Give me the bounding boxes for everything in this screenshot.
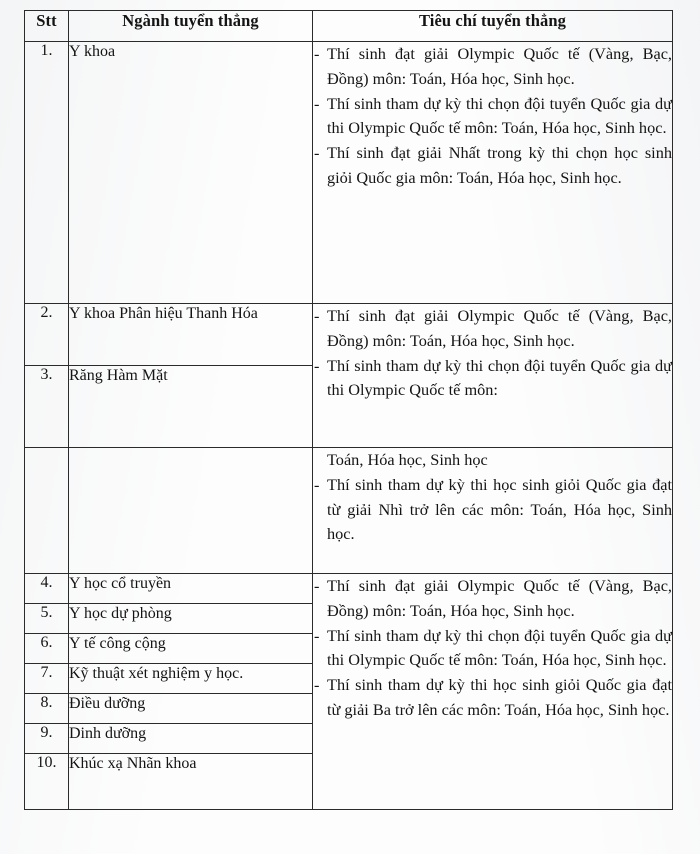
table-row-continuation [25, 448, 673, 574]
column-header-major: Ngành tuyển thẳng [69, 11, 313, 42]
criteria-item: - Thí sinh tham dự kỳ thi học sinh giỏi Quốc gia đạt từ giải Nhì trở lên các môn: Toán, Hóa học, Sinh học. [313, 473, 672, 547]
criteria-cell-block-1 [313, 42, 673, 304]
table-header-row [25, 11, 673, 42]
row-number-cell: 4. [25, 574, 69, 604]
row-number-cell: 5. [25, 604, 69, 634]
criteria-item: - Thí sinh đạt giải Olympic Quốc tế (Vàng, Bạc, Đồng) môn: Toán, Hóa học, Sinh học. [313, 42, 672, 92]
row-number-cell: 9. [25, 724, 69, 754]
major-name-cell: Y tế công cộng [69, 634, 313, 664]
row-number-cell [25, 448, 69, 574]
criteria-item: - Thí sinh đạt giải Olympic Quốc tế (Vàng, Bạc, Đồng) môn: Toán, Hóa học, Sinh học. [313, 304, 672, 354]
major-name-cell: Y khoa [69, 42, 313, 304]
criteria-continuation-text: Toán, Hóa học, Sinh học [327, 450, 488, 469]
criteria-item: - Thí sinh tham dự kỳ thi chọn đội tuyển Quốc gia dự thi Olympic Quốc tế môn: Toán, Hóa học, Sinh học. [313, 92, 672, 142]
major-name-cell: Y học cổ truyền [69, 574, 313, 604]
major-name-cell: Khúc xạ Nhãn khoa [69, 754, 313, 810]
major-name-cell: Răng Hàm Mặt [69, 366, 313, 448]
criteria-item: - Thí sinh đạt giải Nhất trong kỳ thi chọn học sinh giỏi Quốc gia môn: Toán, Hóa học, Sinh học. [313, 141, 672, 191]
row-number-cell: 10. [25, 754, 69, 810]
criteria-item: - Thí sinh tham dự kỳ thi chọn đội tuyển Quốc gia dự thi Olympic Quốc tế môn: Toán, Hóa học, Sinh học. [313, 624, 672, 674]
criteria-item: - Thí sinh đạt giải Olympic Quốc tế (Vàng, Bạc, Đồng) môn: Toán, Hóa học, Sinh học. [313, 574, 672, 624]
table-row [25, 574, 673, 604]
criteria-item: - Thí sinh tham dự kỳ thi chọn đội tuyển Quốc gia dự thi Olympic Quốc tế môn: [313, 354, 672, 404]
major-name-cell [69, 448, 313, 574]
major-name-cell: Y học dự phòng [69, 604, 313, 634]
major-name-cell: Dinh dưỡng [69, 724, 313, 754]
major-name-cell: Y khoa Phân hiệu Thanh Hóa [69, 304, 313, 366]
criteria-cell-block-2 [313, 304, 673, 448]
major-name-cell: Kỹ thuật xét nghiệm y học. [69, 664, 313, 694]
row-number-cell: 8. [25, 694, 69, 724]
column-header-criteria: Tiêu chí tuyển thẳng [313, 11, 673, 42]
table-row [25, 42, 673, 304]
major-name-cell: Điều dưỡng [69, 694, 313, 724]
column-header-stt: Stt [25, 11, 69, 42]
criteria-item: - Thí sinh tham dự kỳ thi học sinh giỏi Quốc gia đạt từ giải Ba trở lên các môn: Toán, Hóa học, Sinh học. [313, 673, 672, 723]
criteria-cell-block-4 [313, 574, 673, 810]
row-number-cell: 1. [25, 42, 69, 304]
criteria-cell-block-3 [313, 448, 673, 574]
row-number-cell: 3. [25, 366, 69, 448]
row-number-cell: 7. [25, 664, 69, 694]
admissions-criteria-table [24, 10, 673, 810]
table-row [25, 304, 673, 366]
row-number-cell: 2. [25, 304, 69, 366]
row-number-cell: 6. [25, 634, 69, 664]
